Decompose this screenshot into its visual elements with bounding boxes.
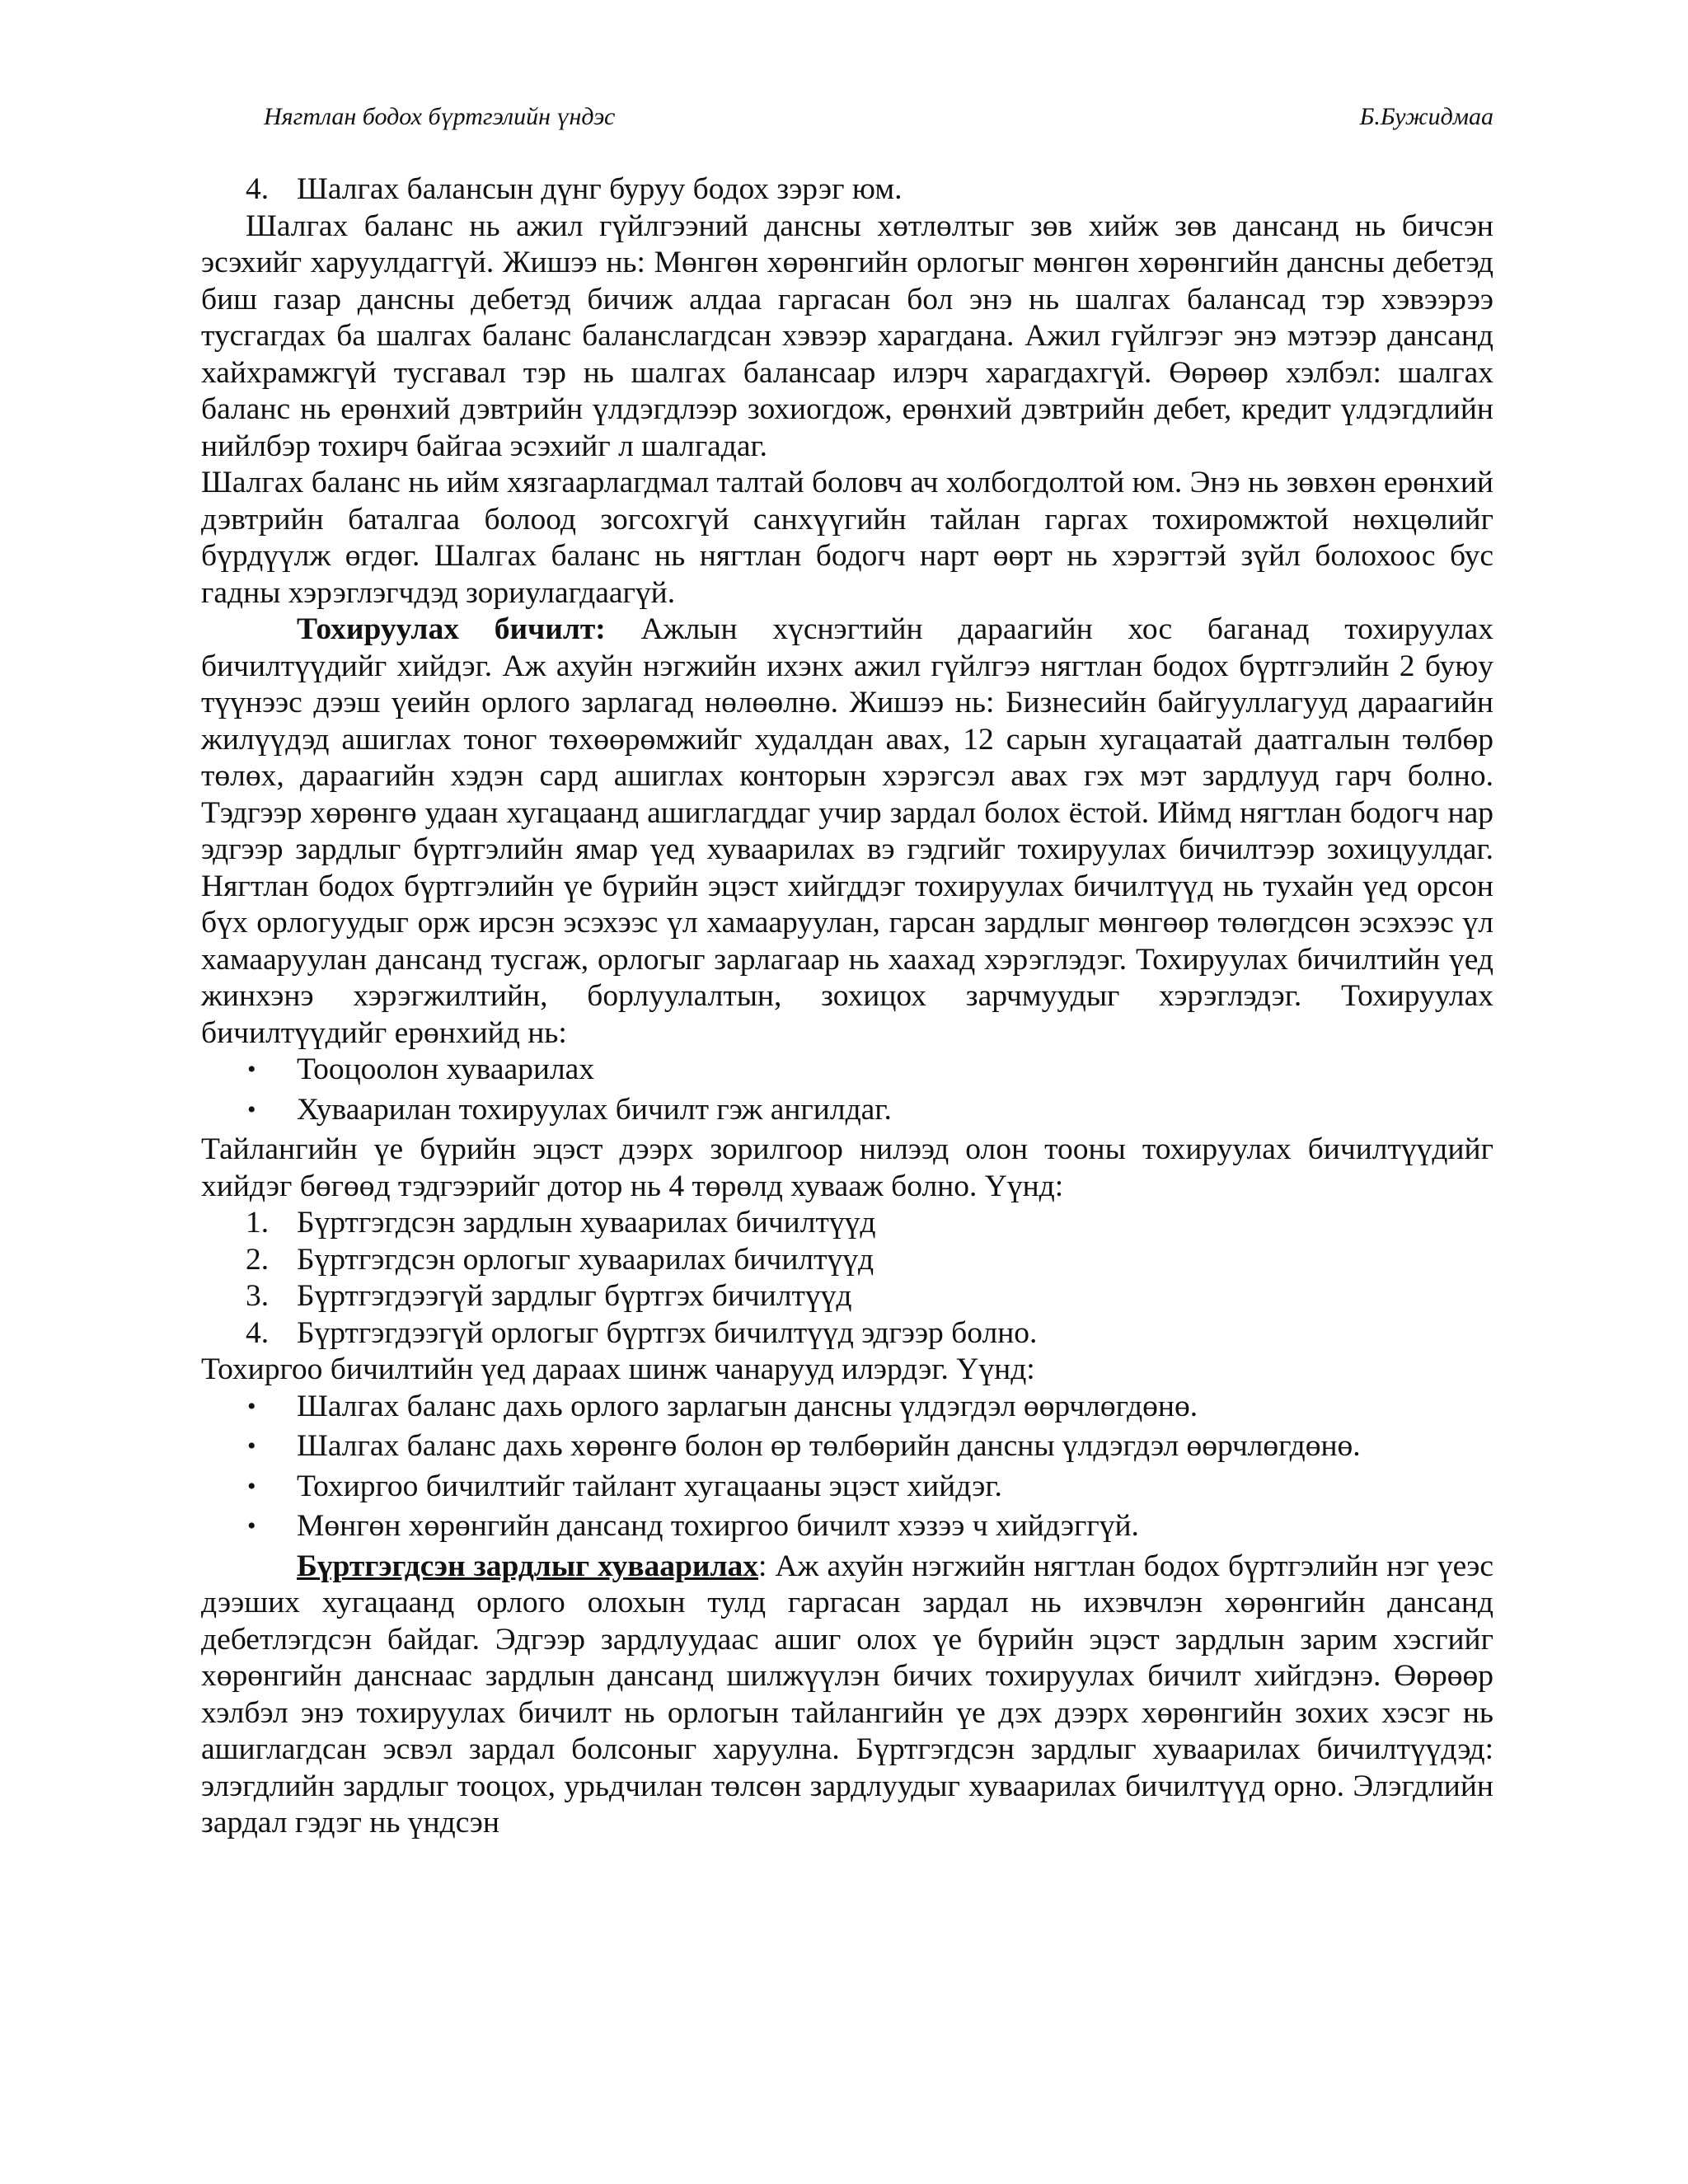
list-item [201, 1052, 1493, 1089]
list-item-text: Бүртгэгдсэн орлогыг хуваарилах бичилтүүд [297, 1242, 874, 1277]
list-number: 1. [246, 1206, 270, 1240]
list-item-text: Бүртгэгдсэн зардлын хуваарилах бичилтүүд [297, 1206, 876, 1240]
list-item [201, 1389, 1493, 1426]
list-item-text: Тооцоолон хуваарилах [297, 1052, 595, 1086]
bullet-icon: • [247, 1432, 256, 1460]
list-number: 2. [246, 1242, 270, 1277]
list-item [201, 171, 1493, 209]
paragraph: Шалгах баланс нь ийм хязгаарлагдмал талтай боловч ач холбогдолтой юм. Энэ нь зөвхөн ерөнхий дэвтрийн баталгаа болоод зогсохгүй санхүүгийн тайлан гаргах тохиромжтой нөхцөлийг бүрдүүлж өгдөг. Шалгах баланс нь нягтлан бодогч нарт өөрт нь хэрэгтэй зүйл болохоос бус гадны хэрэглэгчдэд зориулагдаагүй. [201, 466, 1493, 610]
paragraph-text: Ажлын хүснэгтийн дараагийн хос баганад тохируулах бичилтүүдийг хийдэг. Аж ахуйн нэгжийн ихэнх ажил гүйлгээ нягтлан бодох бүртгэлийн 2 буюу түүнээс дээш үеийн орлого зарлагад нөлөөлнө. Жишээ нь: Бизнесийн байгууллагууд дараагийн жилүүдэд ашиглах тоног төхөөрөмжийг худалдан авах, 12 сарын хугацаатай даатгалын төлбөр төлөх, дараагийн хэдэн сард ашиглах конторын хэрэгсэл авах гэх мэт зардлууд гарч болно. Тэдгээр хөрөнгө удаан хугацаанд ашиглагддаг учир зардал болох ёстой. Иймд нягтлан бодогч нар эдгээр зардлыг бүртгэлийн ямар үед хуваарилах вэ гэдгийг тохируулах бичилтээр зохицуулдаг. Нягтлан бодох бүртгэлийн үе бүрийн эцэст хийгддэг тохируулах бичилтүүд нь тухайн үед орсон бүх орлогуудыг орж ирсэн эсэхээс үл хамааруулан, гарсан зардлыг мөнгөөр төлөгдсөн эсэхээс үл хамааруулан дансанд тусгаж, орлогыг зарлагаар нь хаахад хэрэглэдэг. Тохируулах бичилтийн үед жинхэнэ хэрэгжилтийн, борлуулалтын, зохицох зарчмуудыг хэрэглэдэг. Тохируулах бичилтүүдийг ерөнхийд нь: [201, 612, 1493, 1050]
list-item-text: Бүртгэгдээгүй орлогыг бүртгэх бичилтүүд эдгээр болно. [297, 1315, 1038, 1350]
list-number: 4. [246, 1315, 270, 1350]
bullet-icon: • [247, 1095, 256, 1123]
bullet-icon: • [247, 1472, 256, 1500]
header-author: Б.Бужидмаа [1359, 103, 1493, 130]
list-number: 3. [246, 1279, 270, 1313]
list-item [201, 1278, 1493, 1315]
list-item-text: Мөнгөн хөрөнгийн дансанд тохиргоо бичилт хэзээ ч хийдэггүй. [297, 1509, 1139, 1543]
paragraph-text: : Аж ахуйн нэгжийн нягтлан бодох бүртгэлийн нэг үеэс дээших хугацаанд орлого олохын тулд гаргасан зардал нь ихэвчлэн хөрөнгийн дансанд дебетлэгдсэн байдаг. Эдгээр зардлуудаас ашиг олох үе бүрийн эцэст зардлын зарим хэсгийг хөрөнгийн данснаас зардлын дансанд шилжүүлэн бичих тохируулах бичилт хийгдэнэ. Өөрөөр хэлбэл энэ тохируулах бичилт нь орлогын тайлангийн үе дэх дээрх хөрөнгийн зохих хэсэг нь ашиглагдсан эсвэл зардал болсоныг харуулна. Бүртгэгдсэн зардлыг хуваарилах бичилтүүдэд: элэгдлийн зардлыг тооцох, урьдчилан төлсөн зардлуудыг хуваарилах бичилтүүд орно. Элэгдлийн зардал гэдэг нь үндсэн [201, 1549, 1493, 1840]
running-header [264, 97, 1493, 137]
list-item-text: Шалгах баланс дахь хөрөнгө болон өр төлбөрийн дансны үлдэгдэл өөрчлөгдөнө. [297, 1429, 1361, 1463]
list-item-text: Шалгах балансын дүнг буруу бодох зэрэг юм. [297, 172, 903, 206]
paragraph: Тохиргоо бичилтийн үед дараах шинж чанарууд илэрдэг. Үүнд: [201, 1352, 1035, 1386]
bullet-icon: • [247, 1056, 256, 1083]
list-item [201, 1242, 1493, 1279]
list-item [201, 1315, 1493, 1352]
bullet-icon: • [247, 1392, 256, 1420]
paragraph: Тайлангийн үе бүрийн эцэст дээрх зорилгоор нилээд олон тооны тохируулах бичилтүүдийг хийдэг бөгөөд тэдгээрийг дотор нь 4 төрөлд хувааж болно. Үүнд: [201, 1132, 1493, 1203]
list-item-text: Тохиргоо бичилтийг тайлант хугацааны эцэст хийдэг. [297, 1469, 1002, 1503]
body-text [201, 171, 1493, 1842]
list-item-text: Шалгах баланс дахь орлого зарлагын дансны үлдэгдэл өөрчлөгдөнө. [297, 1389, 1198, 1423]
paragraph: Шалгах баланс нь ажил гүйлгээний дансны хөтлөлтыг зөв хийж зөв дансанд нь бичсэн эсэхийг харуулдаггүй. Жишээ нь: Мөнгөн хөрөнгийн орлогыг мөнгөн хөрөнгийн дансны дебетэд биш газар дансны дебетэд бичиж алдаа гаргасан бол энэ нь шалгах балансад тэр хэвээрээ тусгагдах ба шалгах баланс баланслагдсан хэвээр харагдана. Ажил гүйлгээг энэ мэтээр дансанд хайхрамжгүй тусгавал тэр нь шалгах балансаар илэрч харагдахгүй. Өөрөөр хэлбэл: шалгах баланс нь ерөнхий дэвтрийн үлдэгдлээр зохиогдож, ерөнхий дэвтрийн дебет, кредит үлдэгдлийн нийлбэр тохирч байгаа эсэхийг л шалгадаг. [201, 209, 1493, 463]
list-number: 4. [246, 172, 270, 206]
list-item [201, 1428, 1493, 1465]
paragraph [201, 612, 1493, 1052]
list-item-text: Хуваарилан тохируулах бичилт гэж ангилдаг. [297, 1092, 892, 1127]
paragraph [201, 1549, 1493, 1842]
list-item [201, 1469, 1493, 1506]
bullet-icon: • [247, 1512, 256, 1540]
list-item [201, 1092, 1493, 1129]
list-item-text: Бүртгэгдээгүй зардлыг бүртгэх бичилтүүд [297, 1279, 852, 1313]
list-item [201, 1508, 1493, 1545]
section-heading: Бүртгэгдсэн зардлыг хуваарилах [297, 1549, 758, 1583]
header-title: Нягтлан бодох бүртгэлийн үндэс [264, 103, 616, 130]
section-heading: Тохируулах бичилт: [297, 612, 606, 646]
list-item [201, 1205, 1493, 1242]
